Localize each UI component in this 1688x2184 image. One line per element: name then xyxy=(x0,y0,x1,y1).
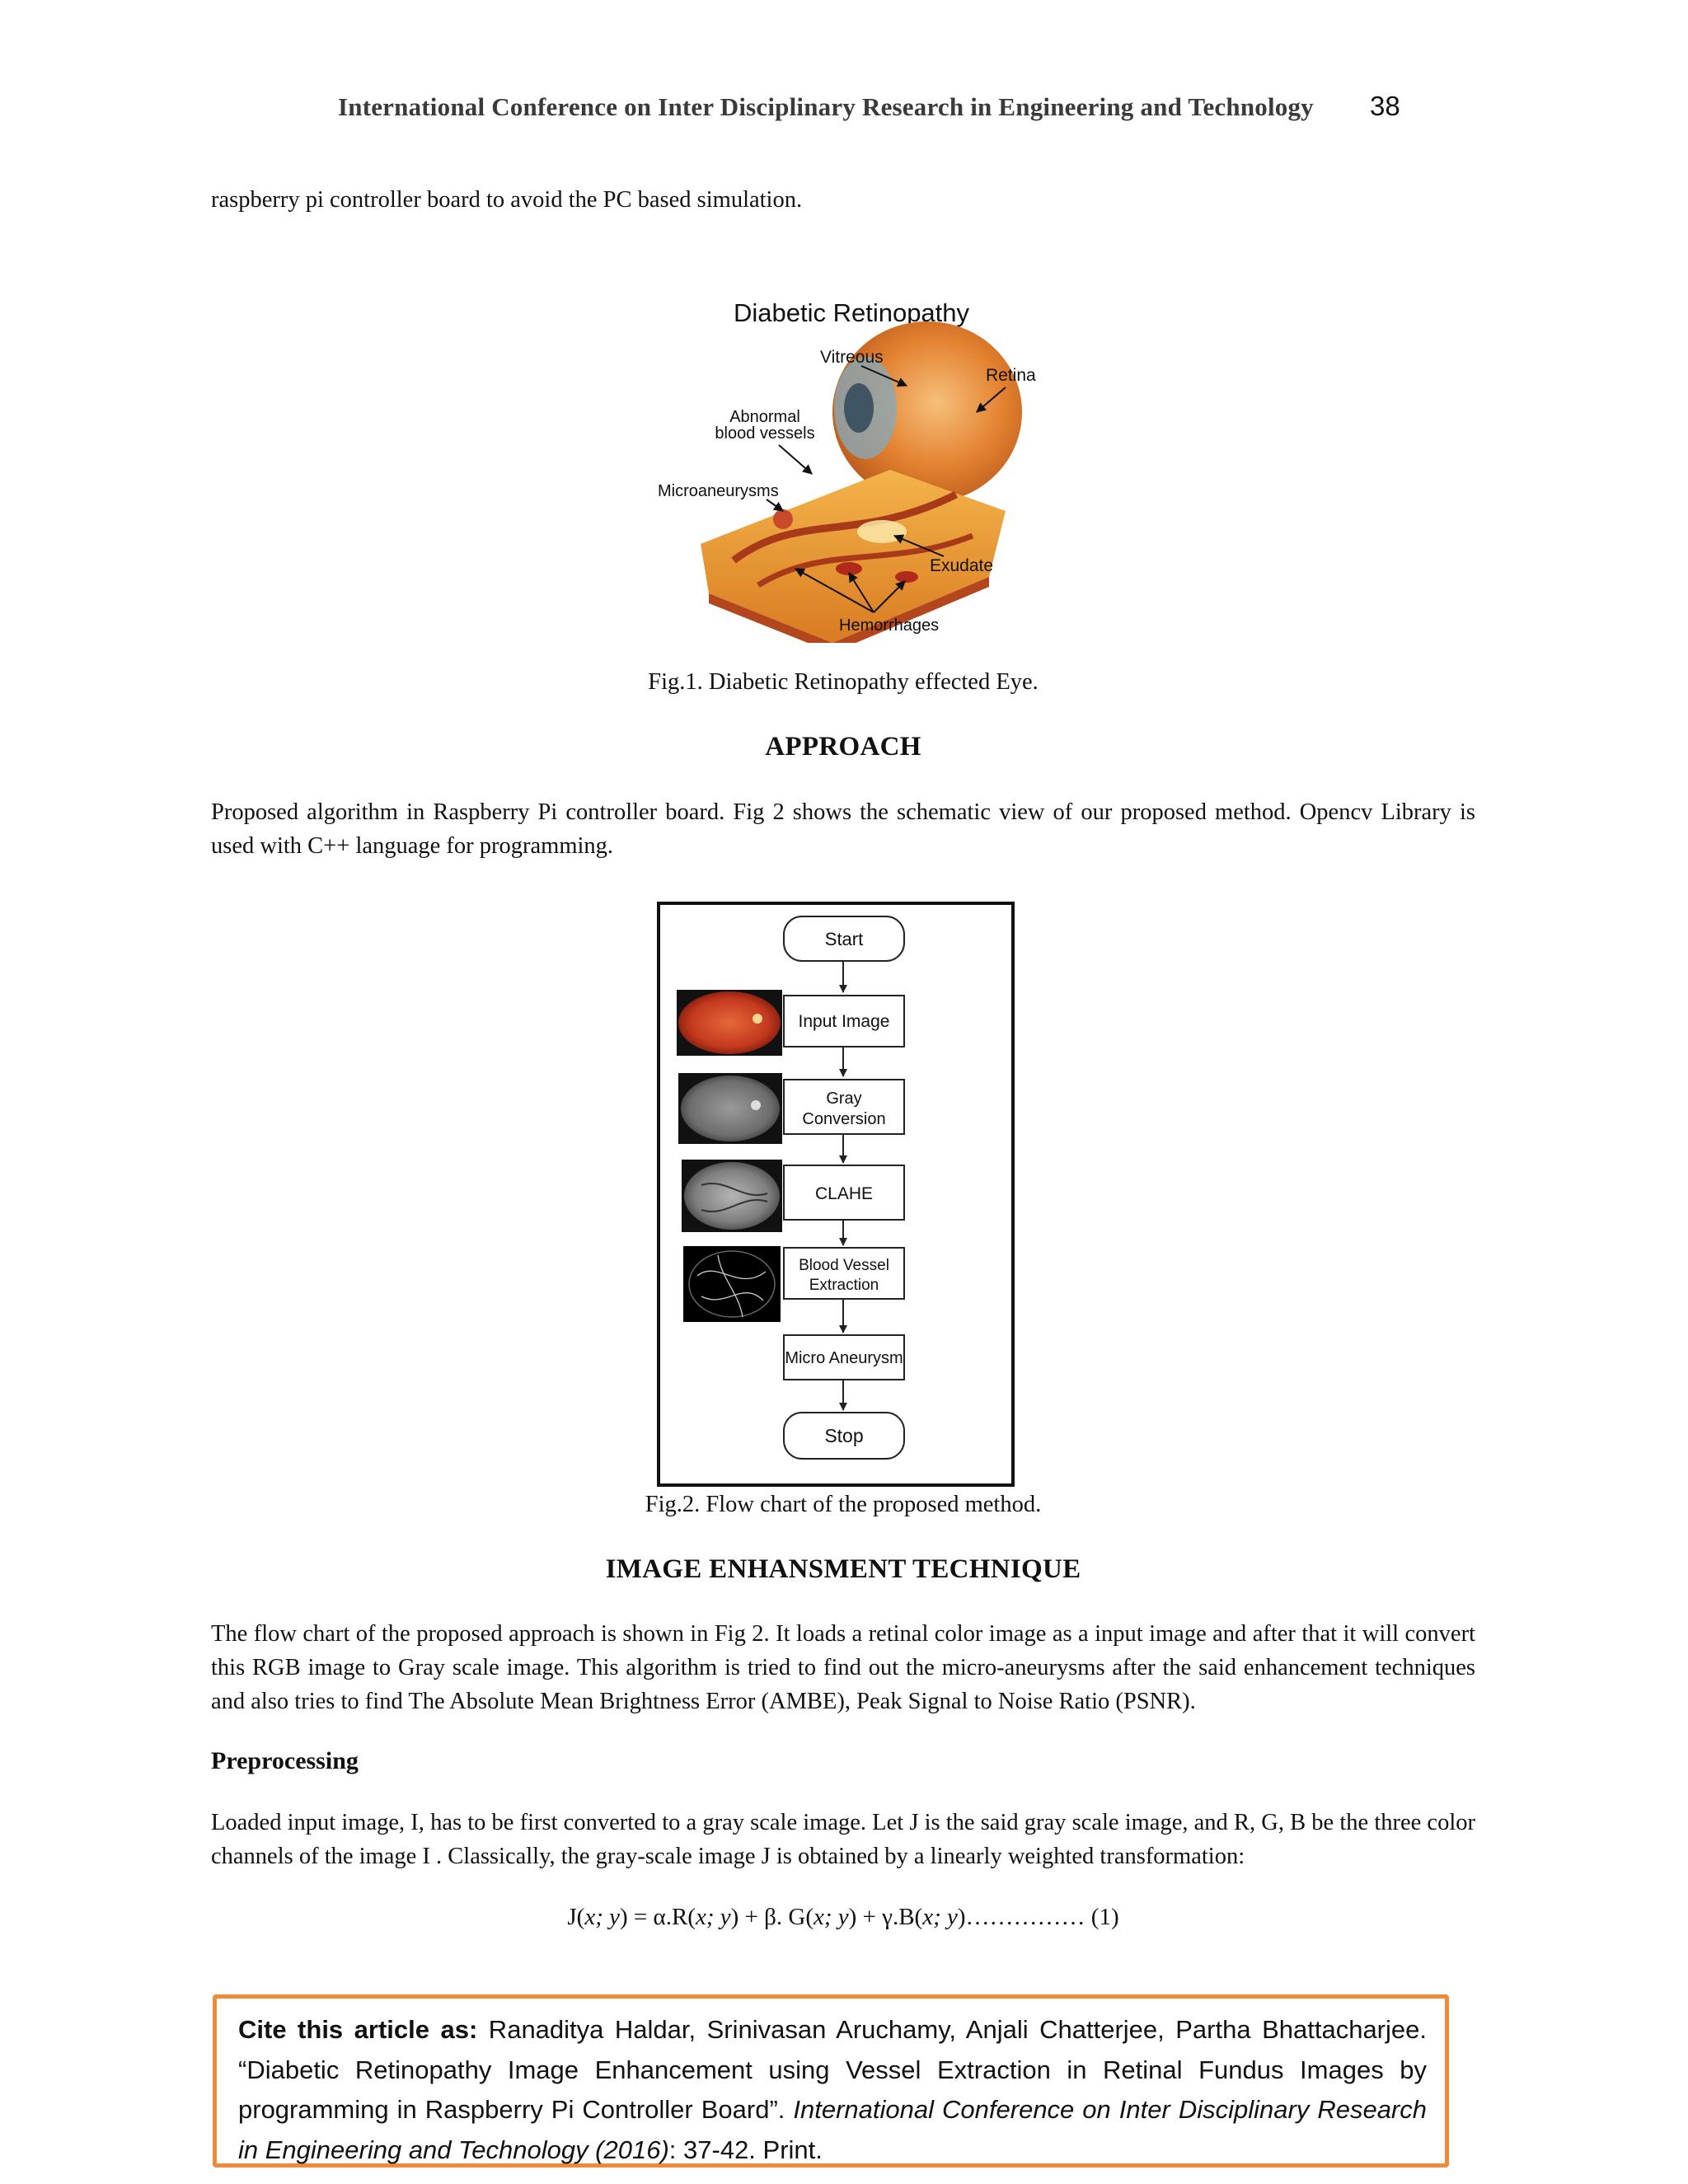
page-number: 38 xyxy=(1370,91,1400,121)
flow-vessel-label-line1: Blood Vessel xyxy=(799,1257,889,1274)
figure-1-diabetic-retinopathy xyxy=(643,297,1071,643)
label-exudate: Exudate xyxy=(930,556,994,575)
image-enhancement-text: The flow chart of the proposed approach is shown in Fig 2. It loads a retinal color image as a input image and after that it will convert this RGB image to Gray scale image. This algorithm is tried to find out the micro-aneurysms after the said enhancement techniques and also tries to find The Absolute Mean Brightness Error (AMBE), Peak Signal to Noise Ratio (PSNR). xyxy=(211,1621,1475,1714)
label-retina: Retina xyxy=(986,366,1036,385)
label-abnormal-line1: Abnormal xyxy=(729,408,800,426)
label-microaneurysms: Microaneurysms xyxy=(658,482,779,500)
flow-gray-label-line2: Conversion xyxy=(802,1110,886,1128)
image-enhancement-heading: IMAGE ENHANSMENT TECHNIQUE xyxy=(605,1554,1081,1584)
intro-text: raspberry pi controller board to avoid the PC based simulation. xyxy=(211,187,803,213)
figure-2-flowchart xyxy=(660,905,1011,1483)
citation-tail: : 37-42. Print. xyxy=(668,2135,823,2164)
preprocessing-heading: Preprocessing xyxy=(211,1747,359,1774)
figure-1-caption: Fig.1. Diabetic Retinopathy effected Eye. xyxy=(648,669,1039,695)
vessel-extraction-thumbnail xyxy=(683,1246,781,1322)
preprocessing-text: Loaded input image, I, has to be first converted to a gray scale image. Let J is the said gray scale image, and R, G, B be the three color channels of the image I . Classically, the gray-scale image J is obtained by a linearly weighted transformation: xyxy=(211,1810,1475,1869)
figure-1-title: Diabetic Retinopathy xyxy=(733,298,970,327)
flow-start-label: Start xyxy=(824,929,864,949)
label-abnormal-line2: blood vessels xyxy=(715,424,815,443)
flow-vessel-label-line2: Extraction xyxy=(809,1277,879,1294)
equation-1: J(x; y) = α.R(x; y) + β. G(x; y) + γ.B(x; y)…………… (1) xyxy=(567,1904,1119,1930)
citation-body: Ranaditya Haldar, Srinivasan Aruchamy, Anjali Chatterjee, Partha Bhattacharjee. “Diabetic Retinopathy Image Enhancement using Vessel Extraction in Retinal Fundus Images by programming in Raspberry Pi Controller Board”. xyxy=(238,2015,1427,2124)
label-hemorrhages: Hemorrhages xyxy=(839,616,940,635)
approach-text: Proposed algorithm in Raspberry Pi controller board. Fig 2 shows the schematic view of our proposed method. Opencv Library is used with C++ language for programming. xyxy=(211,799,1475,859)
citation-venue: International Conference on Inter Disciplinary Research in Engineering and Technology (2016) xyxy=(238,2095,1427,2164)
flow-micro-label: Micro Aneurysm xyxy=(785,1349,903,1367)
figure-2-caption: Fig.2. Flow chart of the proposed method. xyxy=(645,1492,1042,1517)
flow-clahe-label: CLAHE xyxy=(814,1184,874,1203)
figure-2-flowchart-frame xyxy=(657,902,1015,1487)
approach-heading: APPROACH xyxy=(765,732,921,762)
running-header-title: International Conference on Inter Disciplinary Research in Engineering and Technology xyxy=(338,92,1314,121)
flow-stop-label: Stop xyxy=(824,1425,864,1446)
flow-input-image-label: Input Image xyxy=(798,1012,890,1031)
flow-gray-label-line1: Gray xyxy=(826,1090,862,1108)
citation-lead: Cite this article as: xyxy=(238,2015,478,2044)
citation-box xyxy=(213,1994,1449,2168)
label-vitreous: Vitreous xyxy=(820,348,884,367)
